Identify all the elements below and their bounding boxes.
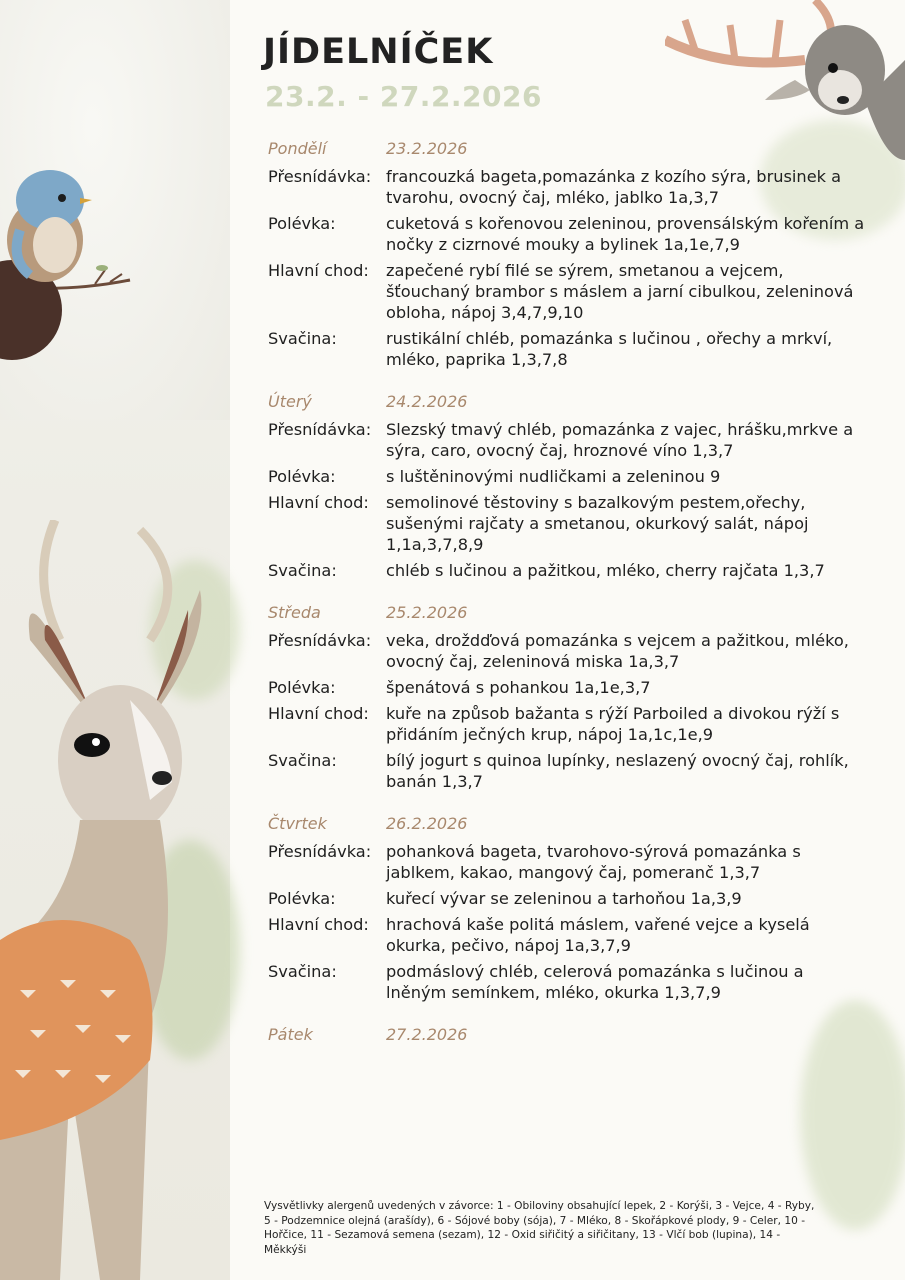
meal-label: Svačina: bbox=[268, 561, 337, 580]
day-date: 24.2.2026 bbox=[386, 392, 468, 411]
meal-label: Svačina: bbox=[268, 962, 337, 981]
meal-text: kuřecí vývar se zeleninou a tarhoňou 1a,3,9 bbox=[386, 889, 742, 908]
meal-label: Přesnídávka: bbox=[268, 842, 372, 861]
weekly-menu bbox=[268, 138, 868, 1067]
day-date: 23.2.2026 bbox=[386, 139, 468, 158]
day-date: 26.2.2026 bbox=[386, 814, 468, 833]
meal-text: Slezský tmavý chléb, pomazánka z vajec, hrášku,mrkve a sýra, caro, ovocný čaj, hroznové víno 1,3,7 bbox=[386, 420, 854, 460]
allergen-legend: Vysvětlivky alergenů uvedených v závorce: 1 - Obiloviny obsahující lepek, 2 - Korýši, 3 - Vejce, 4 - Ryby, 5 - Podzemnice olejná (arašídy), 6 - Sójové boby (sója), 7 - Mléko, 8 - Skořápkové plody, 9 - Celer, 10 - Hořčice, 11 - Sezamová semena (sezam), 12 - Oxid siřičitý a siřičitany, 13 - Vlčí bob (lupina), 14 - Měkkýši bbox=[264, 1200, 815, 1256]
day-name: Pondělí bbox=[268, 139, 327, 158]
elk-illustration-icon bbox=[665, 0, 905, 160]
meal-label: Přesnídávka: bbox=[268, 420, 372, 439]
bird-illustration-icon bbox=[0, 160, 140, 370]
day-section-friday bbox=[268, 1024, 868, 1046]
meal-row bbox=[268, 466, 868, 487]
day-date: 25.2.2026 bbox=[386, 603, 468, 622]
meal-row bbox=[268, 328, 868, 370]
meal-text: cuketová s kořenovou zeleninou, provensálským kořením a nočky z cizrnové mouky a bylinek 1a,1e,7,9 bbox=[386, 214, 865, 254]
meal-row bbox=[268, 750, 868, 792]
meal-text: hrachová kaše politá máslem, vařené vejce a kyselá okurka, pečivo, nápoj 1a,3,7,9 bbox=[386, 915, 810, 955]
meal-label: Polévka: bbox=[268, 678, 336, 697]
meal-row bbox=[268, 677, 868, 698]
meal-label: Hlavní chod: bbox=[268, 704, 369, 723]
day-header bbox=[268, 391, 868, 413]
meal-label: Polévka: bbox=[268, 214, 336, 233]
meal-label: Přesnídávka: bbox=[268, 631, 372, 650]
meal-text: zapečené rybí filé se sýrem, smetanou a vejcem, šťouchaný brambor s máslem a jarní cibulkou, zeleninová obloha, nápoj 3,4,7,9,10 bbox=[386, 261, 854, 322]
day-section-tuesday bbox=[268, 391, 868, 581]
meal-row bbox=[268, 492, 868, 555]
meal-label: Polévka: bbox=[268, 467, 336, 486]
day-header bbox=[268, 1024, 868, 1046]
day-section-monday bbox=[268, 138, 868, 370]
meal-text: rustikální chléb, pomazánka s lučinou , ořechy a mrkví, mléko, paprika 1,3,7,8 bbox=[386, 329, 833, 369]
date-range: 23.2. - 27.2.2026 bbox=[265, 80, 542, 113]
day-section-wednesday bbox=[268, 602, 868, 792]
meal-label: Svačina: bbox=[268, 329, 337, 348]
day-name: Pátek bbox=[268, 1025, 313, 1044]
meal-text: špenátová s pohankou 1a,1e,3,7 bbox=[386, 678, 651, 697]
day-header bbox=[268, 138, 868, 160]
meal-row bbox=[268, 213, 868, 255]
meal-row bbox=[268, 419, 868, 461]
day-date: 27.2.2026 bbox=[386, 1025, 468, 1044]
meal-row bbox=[268, 630, 868, 672]
page-title: JÍDELNÍČEK bbox=[263, 32, 494, 72]
meal-text: francouzká bageta,pomazánka z kozího sýra, brusinek a tvarohu, ovocný čaj, mléko, jablko 1a,3,7 bbox=[386, 167, 842, 207]
deer-illustration-icon bbox=[0, 520, 230, 1280]
meal-text: semolinové těstoviny s bazalkovým pestem,ořechy, sušenými rajčaty a smetanou, okurkový salát, nápoj 1,1a,3,7,8,9 bbox=[386, 493, 809, 554]
day-name: Středa bbox=[268, 603, 321, 622]
day-name: Úterý bbox=[268, 392, 312, 411]
meal-label: Hlavní chod: bbox=[268, 261, 369, 280]
meal-row bbox=[268, 841, 868, 883]
meal-text: podmáslový chléb, celerová pomazánka s lučinou a lněným semínkem, mléko, okurka 1,3,7,9 bbox=[386, 962, 804, 1002]
meal-row bbox=[268, 914, 868, 956]
meal-row bbox=[268, 961, 868, 1003]
meal-text: s luštěninovými nudličkami a zeleninou 9 bbox=[386, 467, 721, 486]
meal-text: bílý jogurt s quinoa lupínky, neslazený ovocný čaj, rohlík, banán 1,3,7 bbox=[386, 751, 849, 791]
meal-row bbox=[268, 166, 868, 208]
meal-label: Přesnídávka: bbox=[268, 167, 372, 186]
day-header bbox=[268, 813, 868, 835]
meal-row bbox=[268, 560, 868, 581]
meal-label: Polévka: bbox=[268, 889, 336, 908]
meal-text: chléb s lučinou a pažitkou, mléko, cherry rajčata 1,3,7 bbox=[386, 561, 825, 580]
meal-text: kuře na způsob bažanta s rýží Parboiled a divokou rýží s přidáním ječných krup, nápoj 1a,1c,1e,9 bbox=[386, 704, 840, 744]
meal-row bbox=[268, 260, 868, 323]
meal-text: pohanková bageta, tvarohovo-sýrová pomazánka s jablkem, kakao, mangový čaj, pomeranč 1,3,7 bbox=[386, 842, 801, 882]
day-name: Čtvrtek bbox=[268, 814, 327, 833]
meal-label: Svačina: bbox=[268, 751, 337, 770]
meal-label: Hlavní chod: bbox=[268, 493, 369, 512]
meal-row bbox=[268, 888, 868, 909]
meal-text: veka, droždďová pomazánka s vejcem a pažitkou, mléko, ovocný čaj, zeleninová miska 1a,3,7 bbox=[386, 631, 849, 671]
day-header bbox=[268, 602, 868, 624]
meal-row bbox=[268, 703, 868, 745]
meal-label: Hlavní chod: bbox=[268, 915, 369, 934]
day-section-thursday bbox=[268, 813, 868, 1003]
